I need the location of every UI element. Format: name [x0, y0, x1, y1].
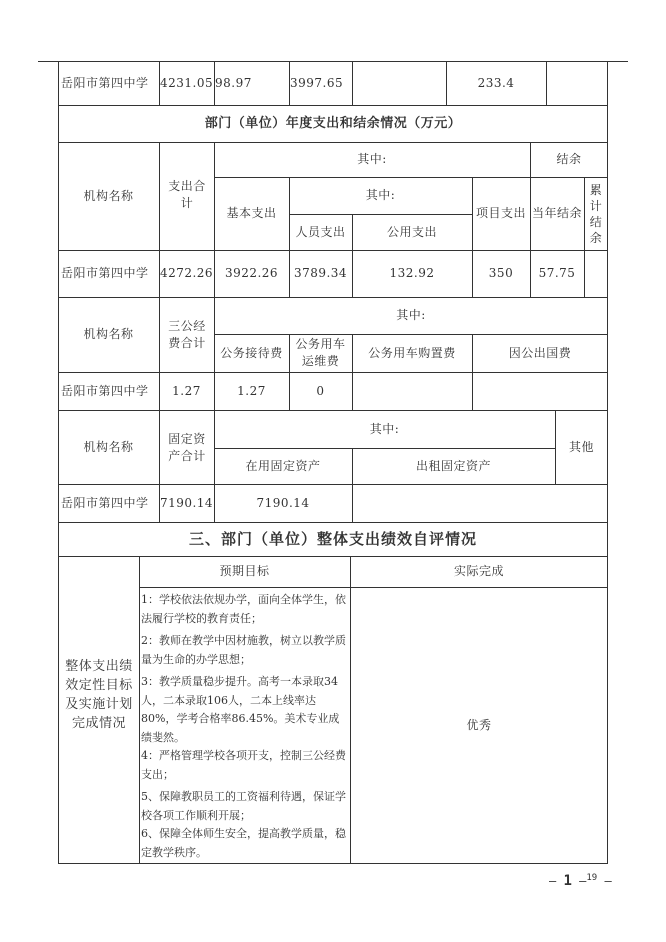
- assets-row-in-use: 7190.14: [256, 495, 310, 510]
- page-number: 1: [563, 873, 572, 889]
- three-row-reception: 1.27: [237, 383, 266, 398]
- expend-header-among-2: 其中:: [365, 188, 396, 202]
- row0-name: 岳阳市第四中学: [61, 75, 149, 90]
- assets-header-total: 固定资产合计: [168, 432, 206, 463]
- assets-header-name: 机构名称: [83, 439, 134, 454]
- expend-row-project: 350: [488, 266, 514, 280]
- expend-section-title: 部门（单位）年度支出和结余情况（万元）: [204, 116, 462, 131]
- perf-section-title: 三、部门（单位）整体支出绩效自评情况: [188, 529, 477, 548]
- assets-row-total: 7190.14: [159, 495, 214, 510]
- perf-actual-value: 优秀: [466, 718, 492, 732]
- assets-header-among: 其中:: [369, 421, 400, 436]
- expend-row-cum-balance: [584, 250, 608, 297]
- perf-header-actual: 实际完成: [453, 564, 504, 578]
- expend-row-personnel: 3789.34: [293, 266, 348, 280]
- three-header-reception: 公务接待费: [220, 345, 283, 360]
- expend-header-public: 公用支出: [386, 224, 437, 239]
- footer-dash: —: [579, 874, 587, 888]
- footer-dash: —: [604, 874, 612, 888]
- expend-header-personnel: 人员支出: [295, 224, 346, 239]
- three-header-total: 三公经费合计: [168, 319, 206, 350]
- expend-header-total: 支出合计: [168, 179, 206, 210]
- row0-value-5: 233.4: [477, 75, 515, 90]
- assets-header-rent: 出租固定资产: [415, 458, 491, 473]
- assets-header-other: 其他: [568, 439, 594, 454]
- expend-header-balance: 结余: [556, 152, 582, 166]
- row0-value-1: 4231.05: [160, 75, 214, 90]
- assets-row-other: [555, 484, 608, 522]
- goal-item: 2：教师在教学中因材施教，树立以教学质量为生命的办学思想；: [141, 634, 346, 666]
- assets-row-name: 岳阳市第四中学: [61, 495, 149, 510]
- three-header-abroad: 因公出国费: [508, 345, 572, 360]
- three-row-name: 岳阳市第四中学: [61, 383, 149, 398]
- expend-header-name: 机构名称: [83, 188, 134, 203]
- perf-header-goal: 预期目标: [219, 564, 270, 578]
- perf-goals-list: [141, 591, 350, 862]
- perf-left-label: 整体支出绩效定性目标及实施计划完成情况: [65, 659, 133, 731]
- row0-value-2: 98.97: [215, 75, 252, 90]
- three-header-car-run: 公务用车运维费: [295, 337, 346, 368]
- three-row-car-run: 0: [316, 383, 325, 398]
- expend-header-basic: 基本支出: [226, 206, 277, 220]
- three-header-name: 机构名称: [83, 327, 134, 341]
- three-row-abroad: [472, 372, 608, 410]
- expend-row-year-balance: 57.75: [538, 266, 576, 280]
- row0-value-4: [352, 61, 446, 105]
- goal-item: 6、保障全体师生安全，提高教学质量，稳定教学秩序。: [141, 827, 346, 859]
- goal-item: 1：学校依法依规办学，面向全体学生，依法履行学校的教育责任；: [141, 593, 346, 625]
- three-row-total: 1.27: [172, 383, 201, 398]
- expend-header-project: 项目支出: [475, 206, 526, 220]
- expend-row-total: 4272.26: [159, 266, 214, 280]
- expend-header-among: 其中:: [357, 152, 387, 166]
- assets-header-in-use: 在用固定资产: [245, 458, 321, 473]
- goal-item: 5、保障教职员工的工资福利待遇，保证学校各项工作顺利开展；: [141, 790, 346, 822]
- footer-dash: —: [549, 874, 557, 888]
- page-footer: [549, 873, 612, 889]
- expend-header-year-balance: 当年结余: [532, 206, 583, 220]
- expend-row-basic: 3922.26: [224, 266, 279, 280]
- goal-item: 4：严格管理学校各项开支，控制三公经费支出；: [141, 749, 346, 781]
- page-total: 19: [586, 873, 598, 883]
- three-header-car-buy: 公务用车购置费: [368, 345, 456, 360]
- three-row-car-buy: [352, 372, 472, 410]
- goal-item: 3：教学质量稳步提升。高考一本录取34人，二本录取106人，二本上线率达80%，学考合格率86.45%。美术专业成绩斐然。: [141, 675, 340, 744]
- expend-row-name: 岳阳市第四中学: [61, 266, 149, 280]
- expend-row-public: 132.92: [389, 266, 435, 280]
- expend-header-cum-balance: 累计结余: [589, 182, 603, 245]
- three-header-among: 其中:: [396, 308, 426, 322]
- row0-value-3: 3997.65: [290, 75, 344, 90]
- assets-row-rent: [352, 484, 555, 522]
